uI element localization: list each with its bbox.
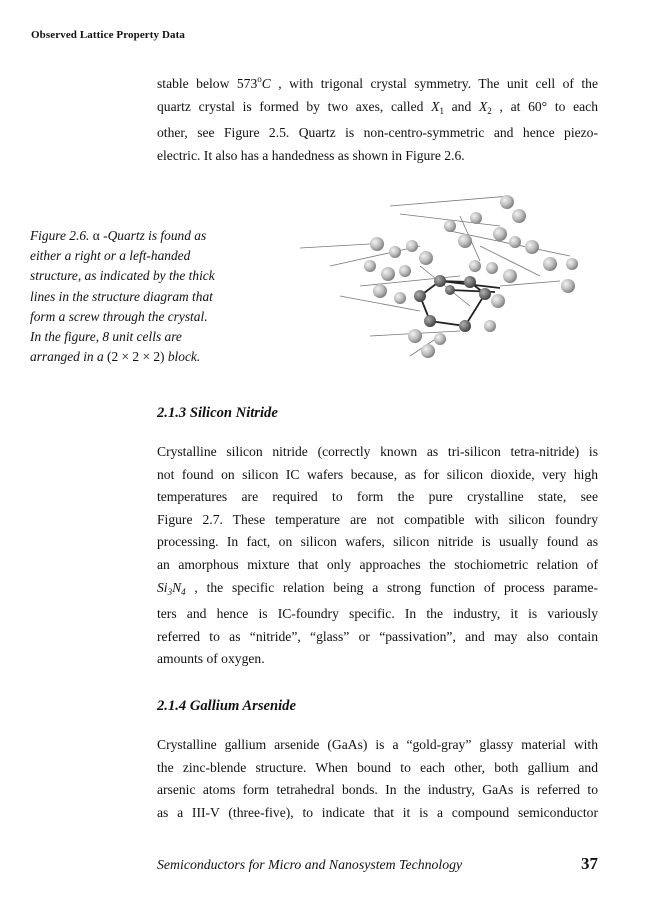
page-footer	[157, 855, 598, 879]
intro-paragraph: stable below 573$^o$C , with trigonal crystal symmetry. The unit cell of the quartz crystal is formed by two axes, called $X_1$ and $X_2$ , at 60° to each other, see Figure 2.5. Quartz is non-centro-symmetric and hence piezo- electric. It also has a handedness as shown in Figure 2.6.	[157, 74, 598, 163]
quartz-structure-figure	[300, 186, 600, 362]
gallium-arsenide-paragraph: Crystalline gallium arsenide (GaAs) is a “gold-gray” glassy material with the zinc-blende structure. When bound to each other, both gallium and arsenic atoms form tetrahedral bonds. In the industry, GaAs is referred to as a III-V (three-five), to indicate that it is a compound semiconductor	[157, 737, 598, 820]
figure-caption: Figure 2.6. α -Quartz is found as either a right or a left-handed structure, as indicated by the thick lines in the structure diagram that form a screw through the crystal. In the figure, 8 unit cells are arranged in a (2 × 2 × 2) block.	[30, 228, 215, 365]
running-head: Observed Lattice Property Data	[31, 29, 186, 41]
section-heading-gallium-arsenide: 2.1.4 Gallium Arsenide	[157, 698, 296, 714]
silicon-nitride-paragraph: Crystalline silicon nitride (correctly known as tri-silicon tetra-nitride) is not found on silicon IC wafers because, as for silicon dioxide, very high temperatures are required to form the pure crystalline state, see Figure 2.7. These temperature are not compatible with silicon foundry processing. In fact, on silicon wafers, silicon nitride is usually found as an amorphous mixture that only approaches the stochiometric relation of $Si_3N_4$ , the specific relation being a strong function of process parame- ters and hence is IC-foundry specific. In the industry, it is variously referred to as “nitride”, “glass” or “passivation”, and may also contain amounts of oxygen.	[157, 444, 598, 667]
page-number: 37	[581, 854, 598, 873]
footer-book-title: Semiconductors for Micro and Nanosystem Technology	[157, 857, 463, 872]
section-heading-silicon-nitride: 2.1.3 Silicon Nitride	[157, 405, 278, 421]
